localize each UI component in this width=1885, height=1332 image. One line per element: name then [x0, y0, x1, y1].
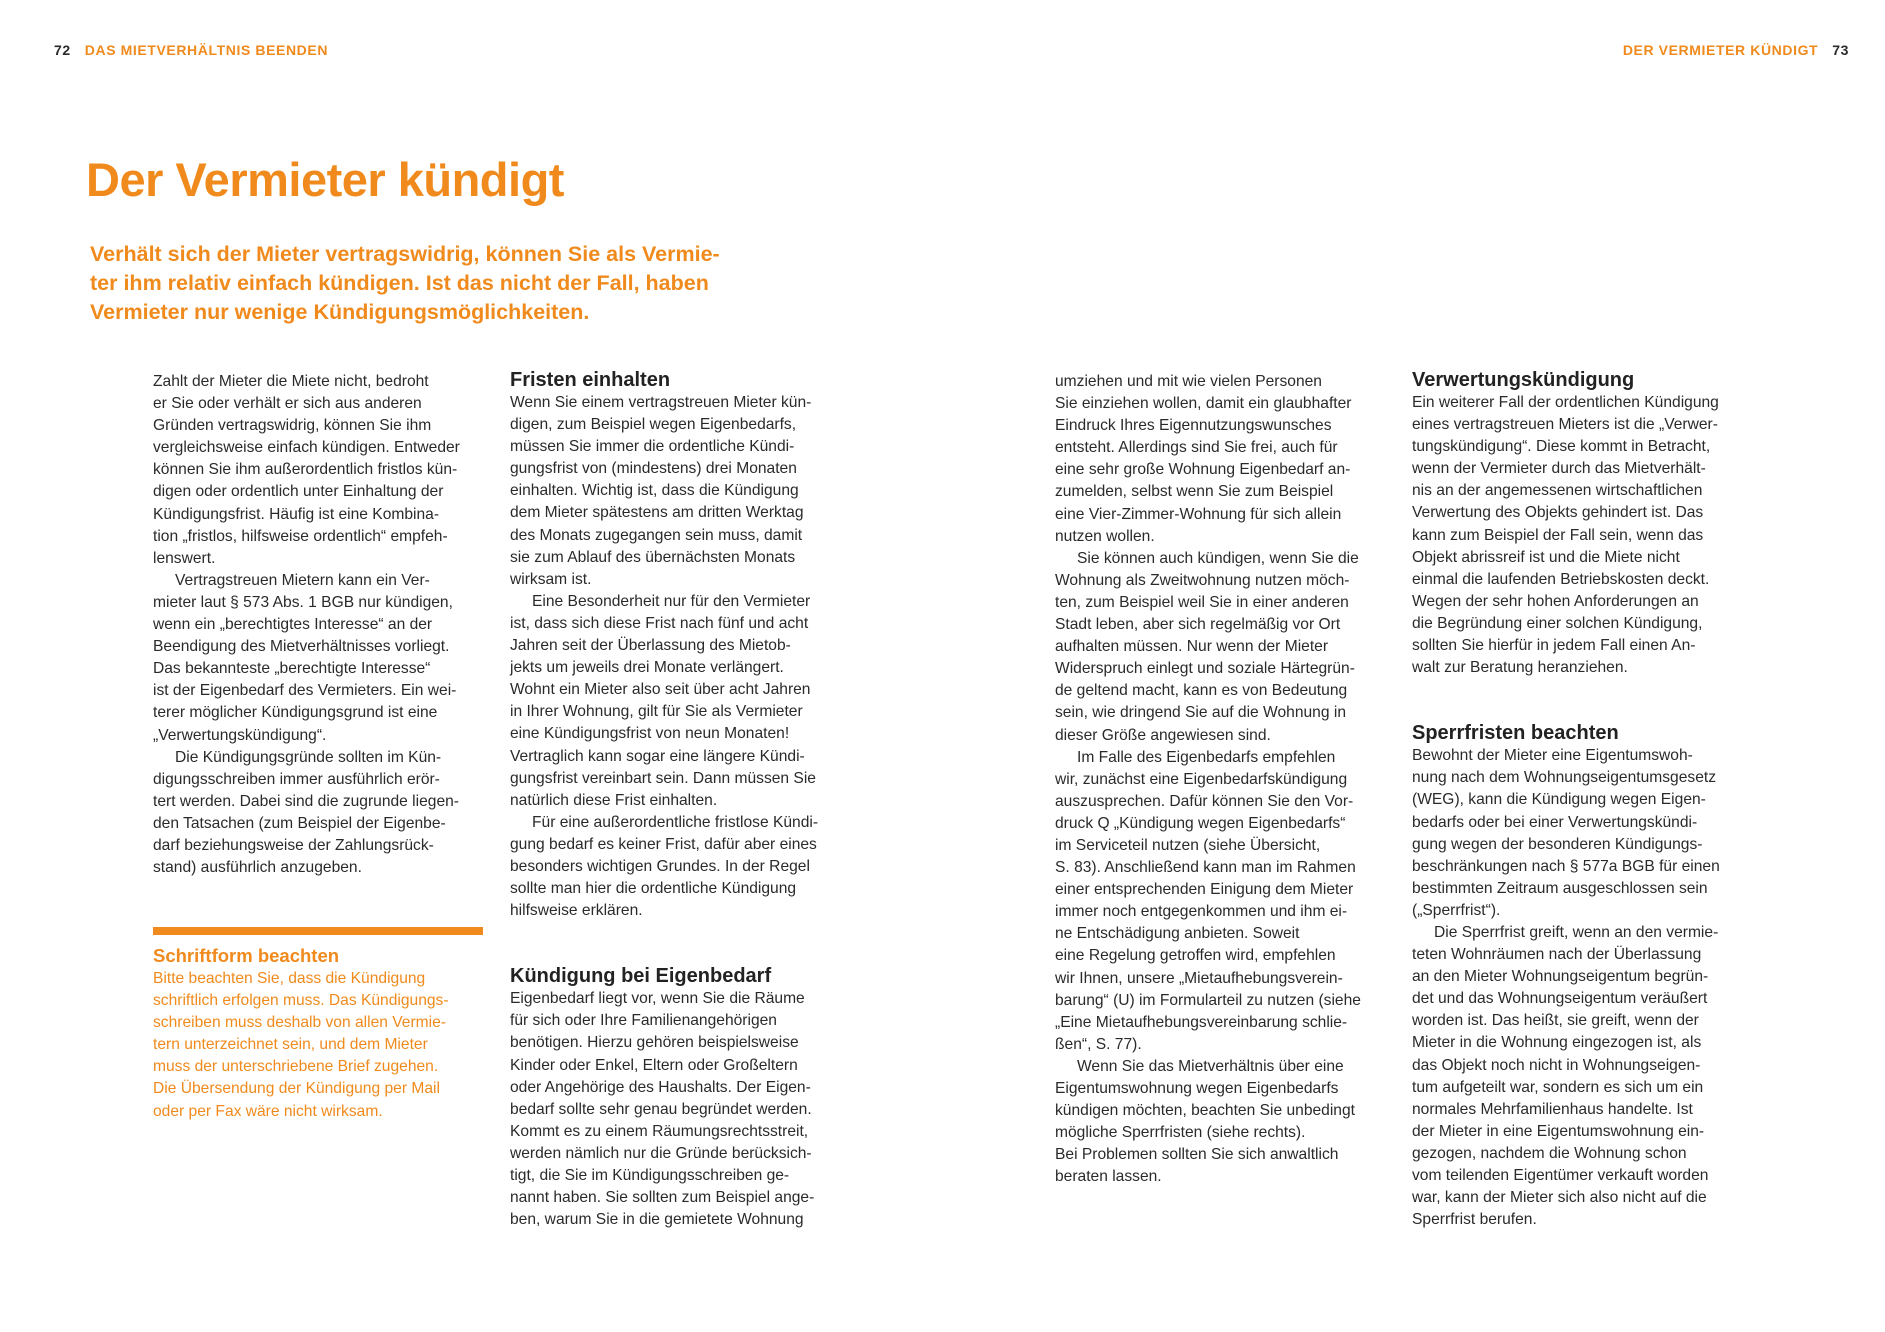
right-running-head	[1623, 42, 1863, 58]
paragraph: Wenn Sie einem vertragstreuen Mieter kün- digen, zum Beispiel wegen Eigenbedarfs, müssen Sie immer die ordentliche Kündi- gungsfrist von (mindestens) drei Monaten einhalten. Wichtig ist, dass die Kündigung dem Mieter spätestens am dritten Werktag des Monats zugegangen sein muss, damit sie zum Ablauf des übernächsten Monats wirksam ist.	[510, 394, 812, 588]
section-heading-eigenbedarf: Kündigung bei Eigenbedarf	[510, 965, 772, 988]
right-running-title: DER VERMIETER KÜNDIGT	[1622, 42, 1819, 58]
paragraph: Für eine außerordentliche fristlose Kündi- gung bedarf es keiner Frist, dafür aber eines besonders wichtigen Grundes. In der Regel sollte man hier die ordentliche Kündigung hilfsweise erklären.	[510, 813, 819, 920]
paragraph: Im Falle des Eigenbedarfs empfehlen wir, zunächst eine Eigenbedarfskündigung auszusprechen. Dafür können Sie den Vor- druck Q „Kündigung wegen Eigenbedarfs“ im Serviceteil nutzen (siehe Übersicht, S. 83). Anschließend kann man im Rahmen einer entsprechenden Einigung dem Mieter immer noch entgegenkommen und ihm ei- ne Entschädigung anbieten. Soweit eine Regelung getroffen wird, empfehlen wir Ihnen, unsere „Mietaufhebungsverein- barung“ (U) im Formularteil zu nutzen (siehe „Eine Mietaufhebungsvereinbarung schlie- ßen“, S. 77).	[1055, 748, 1361, 1053]
paragraph: Bewohnt der Mieter eine Eigentumswoh- nung nach dem Wohnungseigentumsgesetz (WEG), kann die Kündigung wegen Eigen- bedarfs oder bei einer Verwertungskündi- gung wegen der besonderen Kündigungs- beschränkungen nach § 577a BGB für einen bestimmten Zeitraum ausgeschlossen sein („Sperrfrist“).	[1412, 747, 1720, 919]
infobox-divider	[153, 927, 483, 935]
right-page-number: 73	[1832, 42, 1849, 58]
paragraph: umziehen und mit wie vielen Personen Sie einziehen wollen, damit ein glaubhafter Eindruck Ihres Eigennutzungswunsches entsteht. Allerdings sind Sie frei, auch für eine sehr große Wohnung Eigenbedarf an- zumelden, selbst wenn Sie zum Beispiel eine Vier-Zimmer-Wohnung für sich allein nutzen wollen.	[1055, 373, 1352, 545]
paragraph: Ein weiterer Fall der ordentlichen Kündigung eines vertragstreuen Mieters ist die „Verwer- tungskündigung“. Diese kommt in Betracht, wenn der Vermieter durch das Mietverhält- nis an der angemessenen wirtschaftlichen Verwertung des Objekts gehindert ist. Das kann zum Beispiel der Fall sein, wenn das Objekt abrissreif ist und die Miete nicht einmal die laufenden Betriebskosten deckt. Wegen der sehr hohen Anforderungen an die Begründung einer solchen Kündigung, sollten Sie hierfür in jedem Fall einen An- walt zur Beratung heranziehen.	[1412, 394, 1719, 677]
paragraph: Sie können auch kündigen, wenn Sie die Wohnung als Zweitwohnung nutzen möch- ten, zum Beispiel weil Sie in einer anderen Stadt leben, aber sich regelmäßig vor Ort aufhalten müssen. Nur wenn der Mieter Widerspruch einlegt und soziale Härtegrün- de geltend macht, kann es von Bedeutung sein, wie dringend Sie auf die Wohnung in dieser Größe angewiesen sind.	[1055, 549, 1359, 744]
section-heading-sperrfristen: Sperrfristen beachten	[1412, 722, 1619, 745]
paragraph: Bei Problemen sollten Sie sich anwaltlich beraten lassen.	[1055, 1146, 1339, 1186]
paragraph: Die Sperrfrist greift, wenn an den vermie- teten Wohnräumen nach der Überlassung an den Mieter Wohnungseigentum begrün- det und das Wohnungseigentum veräußert worden ist. Das heißt, sie greift, wenn der Mieter in die Wohnung eingezogen ist, als das Objekt noch nicht in Wohnungseigen- tum aufgeteilt war, sondern es sich um ein normales Mehrfamilienhaus handelte. Ist der Mieter in eine Eigentumswohnung ein- gezogen, nachdem die Wohnung schon vom teilenden Eigentümer verkauft worden war, kann der Mieter sich also nicht auf die Sperrfrist berufen.	[1412, 923, 1719, 1229]
paragraph: Eigenbedarf liegt vor, wenn Sie die Räume für sich oder Ihre Familienangehörigen benötigen. Hierzu gehören beispielsweise Kinder oder Enkel, Eltern oder Großeltern oder Angehörige des Haushalts. Der Eigen- bedarf sollte sehr genau begründet werden. Kommt es zu einem Räumungsrechtsstreit, werden nämlich nur die Gründe berücksich- tigt, die Sie im Kündigungsschreiben ge- nannt haben. Sie sollten zum Beispiel ange- ben, warum Sie in die gemietete Wohnung	[510, 990, 815, 1229]
lead-paragraph: Verhält sich der Mieter vertragswidrig, können Sie als Vermie- ter ihm relativ einfach kündigen. Ist das nicht der Fall, haben Vermieter nur wenige Kündigungsmöglichkeiten.	[90, 242, 720, 324]
infobox-schriftform	[153, 944, 493, 1123]
column-1	[153, 371, 493, 879]
section-heading-fristen: Fristen einhalten	[510, 369, 671, 391]
paragraph: Zahlt der Mieter die Miete nicht, bedroht er Sie oder verhält er sich aus anderen Gründen vertragswidrig, können Sie ihm vergleichsweise einfach kündigen. Entweder können Sie ihm außerordentlich fristlos kün- digen oder ordentlich unter Einhaltung der Kündigungsfrist. Häufig ist eine Kombina- tion „fristlos, hilfsweise ordentlich“ empfeh- lenswert.	[153, 373, 460, 567]
left-running-title: DAS MIETVERHÄLTNIS BEENDEN	[84, 42, 329, 58]
infobox-title: Schriftform beachten	[153, 945, 340, 966]
paragraph: Die Kündigungsgründe sollten im Kün- digungsschreiben immer ausführlich erör- tert werden. Dabei sind die zugrunde liegen- den Tatsachen (zum Beispiel der Eigenbe- darf beziehungsweise der Zahlungsrück- stand) ausführlich anzugeben.	[153, 748, 459, 877]
column-3	[1055, 371, 1395, 1188]
left-running-head	[40, 42, 328, 58]
page-title: Der Vermieter kündigt	[86, 153, 564, 206]
section-heading-verwertung: Verwertungskündigung	[1412, 369, 1635, 391]
column-4	[1412, 368, 1752, 1231]
infobox-text: Bitte beachten Sie, dass die Kündigung schriftlich erfolgen muss. Das Kündigungs- schreiben muss deshalb von allen Vermie- tern unterzeichnet sein, und dem Mieter muss der unterschriebene Brief zugehen. Die Übersendung der Kündigung per Mail oder per Fax wäre nicht wirksam.	[153, 970, 449, 1120]
column-2	[510, 368, 850, 1231]
paragraph: Eine Besonderheit nur für den Vermieter ist, dass sich diese Frist nach fünf und acht Jahren seit der Überlassung des Mietob- jekts um jeweils drei Monate verlängert. Wohnt ein Mieter also seit über acht Jahren in Ihrer Wohnung, gilt für Sie als Vermieter eine Kündigungsfrist von neun Monaten! Vertraglich kann sogar eine längere Kündi- gungsfrist vereinbart sein. Dann müssen Sie natürlich diese Frist einhalten.	[510, 592, 816, 809]
paragraph: Vertragstreuen Mietern kann ein Ver- mieter laut § 573 Abs. 1 BGB nur kündigen, wenn ein „berechtigtes Interesse“ an der Beendigung des Mietverhältnisses vorliegt. Das bekannteste „berechtigte Interesse“ ist der Eigenbedarf des Vermieters. Ein wei- terer möglicher Kündigungsgrund ist eine „Verwertungskündigung“.	[153, 571, 457, 744]
paragraph: Wenn Sie das Mietverhältnis über eine Eigentumswohnung wegen Eigenbedarfs kündigen möchten, beachten Sie unbedingt mögliche Sperrfristen (siehe rechts).	[1055, 1057, 1355, 1142]
left-page-number: 72	[54, 42, 71, 58]
